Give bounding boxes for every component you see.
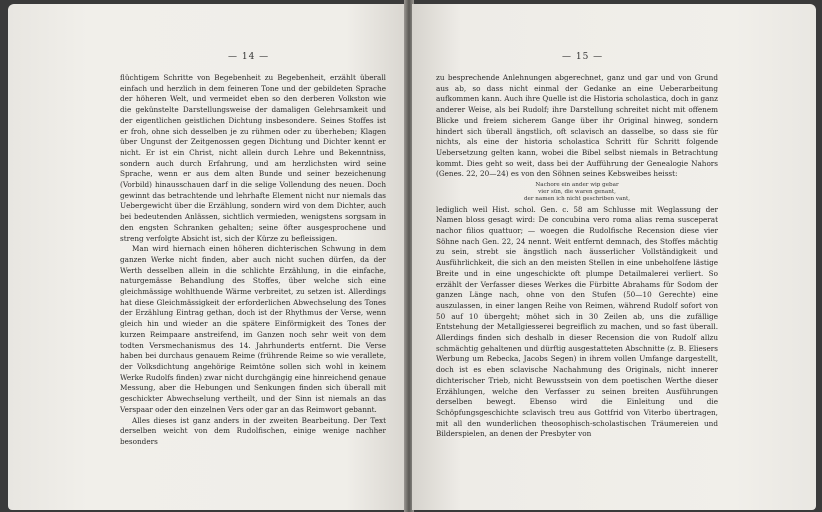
paragraph: flüchtigem Schritte von Begebenheit zu Begebenheit, erzählt überall einfach und herzlich in dem feineren Tone und der gebildeten Sprache der höheren Welt, und vermeidet eben so den derberen Volkston wie die gekünstelte Darstellungsweise der damaligen Gelehrsamkeit und der eigentlichen geistlichen Dichtung insbesondere. Seines Stoffes ist er froh, ohne sich desselben je zu rühmen oder zu überheben; Klagen über Ungunst der Zeitgenossen gegen Dichtung und Dichter kennt er nicht. Er ist ein Christ, nicht allein durch Lehre und Bekenntniss, sondern auch durch Erfahrung, und am herzlichsten wird seine Sprache, wenn er aus dem alten Bunde und seiner bezeichenung (Vorbild) hinausschauen darf in die selige Vollendung des neuen. Doch gewinnt das betrachtende und lehrhafte Element nicht nur niemals das Uebergewicht über die Erzählung, sondern wird von dem Dichter, auch bei bedeutenden Anlässen, sichtlich vermieden, wenigstens sorgsam in den engsten Schranken gehalten; seine öfter ausgesprochene und streng verfolgte Absicht ist, sich der Kürze zu befleissigen.	[120, 73, 386, 243]
page-number: — 15 —	[562, 52, 604, 62]
left-page-text	[120, 73, 386, 448]
page-number: — 14 —	[228, 52, 270, 62]
paragraph: Alles dieses ist ganz anders in der zweiten Bearbeitung. Der Text derselben weicht von dem Rudolfischen, einige wenige nachher besonders	[120, 415, 386, 446]
paragraph: zu besprechende Anlehnungen abgerechnet, ganz und gar und von Grund aus ab, so dass nicht einmal der Gedanke an eine Ueberarbeitung aufkommen kann. Auch ihre Quelle ist die Historia scholastica, doch in ganz anderer Weise, als bei Rudolf; ihre Darstellung schreitet nicht mit offenem Blicke und freiem sicherem Gange über ihr Original hinweg, sondern hindert sich überall ängstlich, oft sclavisch an dasselbe, so dass sie für nichts, als eine der historia scholastica Schritt für Schritt folgende Uebersetzung gelten kann, wobei die Bibel selbst niemals in Betrachtung kommt. Dies geht so weit, dass bei der Aufführung der Genealogie Nahors (Genes. 22, 20—24) es von den Söhnen seines Kebsweibes heisst:	[436, 73, 718, 179]
left-page	[8, 4, 406, 510]
verse-line: vier sün, die waren genant,	[538, 189, 616, 196]
verse-line: Nachore ein ander wip gebar	[535, 182, 619, 189]
paragraph: Man wird hiernach einen höheren dichterischen Schwung in dem ganzen Werke nicht finden, aber auch nicht suchen dürfen, da der Werth desselben allein in die schlichte Erzählung, in die einfache, naturgemässe Behandlung des Stoffes, über welche sich eine gleichmässige wohlthuende Wärme verbreitet, zu setzen ist. Allerdings hat diese Gleichmässigkeit der erforderlichen Abwechselung des Tones der Erzählung Eintrag gethan, doch ist der Rhythmus der Verse, wenn gleich hin und wieder an die spätere Einförmigkeit des Tones der kurzen Reimpaare anstreifend, im Ganzen noch sehr weit von dem todten Versmechanismus des 14. Jahrhunderts entfernt. Die Verse haben bei durchaus genauem Reime (frührende Reime so wie verallete, der Volksdichtung angehörige Reimtöne sollen sich wohl in keinem Werke Rudolfs finden) zwar nicht durchgängig eine hinreichend genaue Messung, aber die Hebungen und Senkungen finden sich überall mit geschickter Abwechselung vertheilt, und der Sinn ist niemals an das Verspaar oder den einzelnen Vers oder gar an das Reimwort gebannt.	[120, 244, 386, 414]
right-page	[412, 4, 816, 510]
verse-quote	[436, 182, 718, 204]
right-page-text	[436, 73, 718, 440]
verse-line: der namen ich nicht geschriben vant,	[523, 196, 631, 203]
paragraph: lediglich weil Hist. schol. Gen. c. 58 am Schlusse mit Weglassung der Namen bloss gesagt wird: De concubina vero roma alias rema susceperat nachor filios quattuor; — woegen die Rudolfische Recension diese vier Söhne nach Gen. 22, 24 nennt. Weit entfernt demnach, des Stoffes mächtig zu sein, strebt sie ängstlich nach äusserlicher Vollständigkeit und Ausführlichkeit, die sich an den meisten Stellen in eine unbeholfene lästige Breite und in eine ungeschickte oft plumpe Detailmalerei verliert. So erzählt der Verfasser dieses Werkes die Fürbitte Abrahams für Sodom der ganzen Länge nach, ohne von den Stufen (50—10 Gerechte) eine auszulassen, in einer langen Reihe von Reimen, während Rudolf sofort von 50 auf 10 übergeht; möhet sich in 30 Zeilen ab, uns die zufällige Entstehung der Metallgiesserei begreiflich zu machen, und so fast überall. Allerdings finden sich deshalb in dieser Recension die von Rudolf allzu schmächtig gehaltenen und dürftig ausgestatteten Abschnitte (z. B. Eliesers Werbung um Rebecka, Jacobs Segen) in ihrem vollen Umfange dargestellt, doch ist es eben sclavische Nachahmung des Originals, nicht innerer dichterischer Trieb, nicht Bewusstsein von dem poetischen Werthe dieser Erzählungen, welche den Verfasser zu seinen breiten Ausführungen derselben bewegt. Ebenso wird die Einleitung und die Schöpfungsgeschichte sclavisch treu aus Gottfrid von Viterbo übertragen, mit all den wunderlichen theosophisch-scholastischen Träumereien und Bilderspielen, an denen der Presbyter von	[436, 204, 718, 439]
